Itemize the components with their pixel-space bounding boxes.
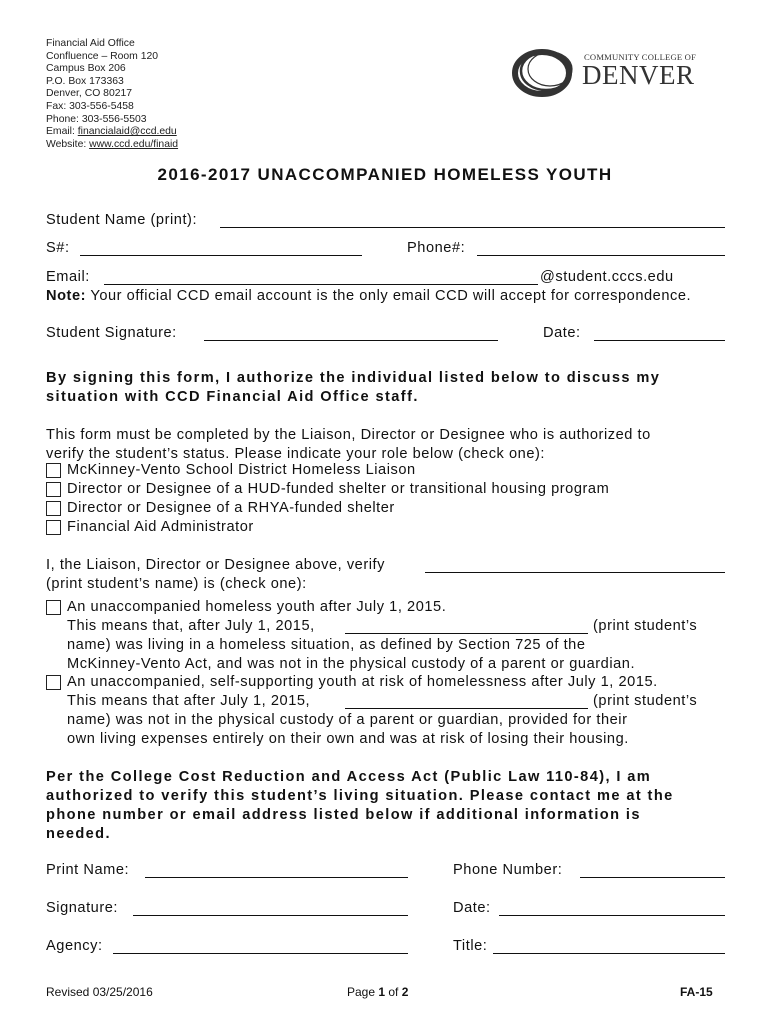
instructions-text: This form must be completed by the Liaison, Director or Designee who is authorized to verify the student’s status. Please indicate your role below (check one):: [46, 427, 651, 462]
page-number: Page 1 of 2: [347, 985, 409, 999]
option2-student-name-field[interactable]: [345, 708, 588, 709]
status-checkbox-at-risk[interactable]: [46, 675, 61, 690]
email-field[interactable]: [104, 284, 538, 285]
office-line: P.O. Box 173363: [46, 75, 124, 87]
phone-number-field[interactable]: [580, 877, 725, 878]
office-line: Campus Box 206: [46, 63, 126, 75]
date-label: Date:: [453, 900, 491, 916]
email-note: Note: Your official CCD email account is the only email CCD will accept for correspondence.: [46, 288, 692, 304]
authorization-statement: By signing this form, I authorize the individual listed below to discuss my situation with CCD Financial Aid Office staff.: [46, 370, 661, 405]
student-signature-label: Student Signature:: [46, 325, 177, 341]
signature-label: Signature:: [46, 900, 119, 916]
logo-denver-text: DENVER: [582, 60, 695, 90]
option1-line3: McKinney-Vento Act, and was not in the physical custody of a parent or guardian.: [67, 656, 636, 672]
office-line: Fax: 303-556-5458: [46, 100, 134, 112]
option1-line2: name) was living in a homeless situation, as defined by Section 725 of the: [67, 637, 586, 653]
print-name-label: Print Name:: [46, 862, 130, 878]
role-checkbox-liaison[interactable]: [46, 463, 61, 478]
logo-college-text: COMMUNITY COLLEGE OF: [584, 52, 697, 62]
role-checkbox-finaid[interactable]: [46, 520, 61, 535]
title-label: Title:: [453, 938, 488, 954]
form-id: FA-15: [680, 985, 713, 999]
status-option-at-risk: An unaccompanied, self-supporting youth at risk of homelessness after July 1, 2015.: [67, 674, 658, 690]
verify-text-2: (print student’s name) is (check one):: [46, 576, 307, 592]
verify-student-name-field[interactable]: [425, 572, 725, 573]
role-label-rhya: Director or Designee of a RHYA-funded shelter: [67, 500, 395, 516]
option2-line3: own living expenses entirely on their own and was at risk of losing their housing.: [67, 731, 629, 747]
option2-line2: name) was not in the physical custody of a parent or guardian, provided for their: [67, 712, 628, 728]
print-name-field[interactable]: [145, 877, 408, 878]
page-title: 2016-2017 UNACCOMPANIED HOMELESS YOUTH: [157, 165, 613, 184]
office-line: Phone: 303-556-5503: [46, 113, 147, 125]
option2-line1-post: (print student’s: [593, 693, 698, 709]
student-signature-field[interactable]: [204, 340, 498, 341]
option1-student-name-field[interactable]: [345, 633, 588, 634]
signature-field[interactable]: [133, 915, 408, 916]
phone-field[interactable]: [477, 255, 725, 256]
phone-label: Phone#:: [407, 240, 466, 256]
office-line: Denver, CO 80217: [46, 88, 133, 100]
verify-text: I, the Liaison, Director or Designee above, verify: [46, 557, 385, 573]
role-checkbox-rhya[interactable]: [46, 501, 61, 516]
revised-date: Revised 03/25/2016: [46, 985, 153, 999]
office-line: Financial Aid Office: [46, 38, 135, 49]
role-label-liaison: McKinney-Vento School District Homeless Liaison: [67, 462, 416, 478]
date-field[interactable]: [499, 915, 725, 916]
act-statement: Per the College Cost Reduction and Access Act (Public Law 110-84), I am authorized to verify this student’s living situation. Please contact me at the phone number or email address listed below if additional information is needed.: [46, 769, 674, 842]
title-field[interactable]: [493, 953, 725, 954]
student-date-label: Date:: [543, 325, 581, 341]
role-label-hud: Director or Designee of a HUD-funded shelter or transitional housing program: [67, 481, 610, 497]
option1-line1: This means that, after July 1, 2015,: [67, 618, 315, 634]
student-name-label: Student Name (print):: [46, 212, 198, 228]
ccd-logo: [510, 44, 700, 100]
office-email-link[interactable]: financialaid@ccd.edu: [77, 126, 177, 138]
ccd-logo-mark-icon: [510, 44, 582, 100]
sid-label: S#:: [46, 240, 70, 256]
agency-field[interactable]: [113, 953, 408, 954]
student-date-field[interactable]: [594, 340, 725, 341]
option2-line1: This means that after July 1, 2015,: [67, 693, 311, 709]
role-checkbox-hud[interactable]: [46, 482, 61, 497]
phone-number-label: Phone Number:: [453, 862, 563, 878]
office-email-line: Email: financialaid@ccd.edu: [46, 126, 177, 138]
office-line: Confluence – Room 120: [46, 50, 159, 62]
agency-label: Agency:: [46, 938, 103, 954]
office-address-block: [46, 38, 178, 151]
email-label: Email:: [46, 269, 90, 285]
status-option-homeless: An unaccompanied homeless youth after July 1, 2015.: [67, 599, 447, 615]
sid-field[interactable]: [80, 255, 362, 256]
office-website-line: Website: www.ccd.edu/finaid: [46, 138, 179, 150]
email-domain: @student.cccs.edu: [540, 269, 674, 285]
student-name-field[interactable]: [220, 227, 725, 228]
status-checkbox-homeless[interactable]: [46, 600, 61, 615]
role-label-finaid: Financial Aid Administrator: [67, 519, 254, 535]
option1-line1-post: (print student’s: [593, 618, 698, 634]
office-website-link[interactable]: www.ccd.edu/finaid: [89, 138, 179, 150]
